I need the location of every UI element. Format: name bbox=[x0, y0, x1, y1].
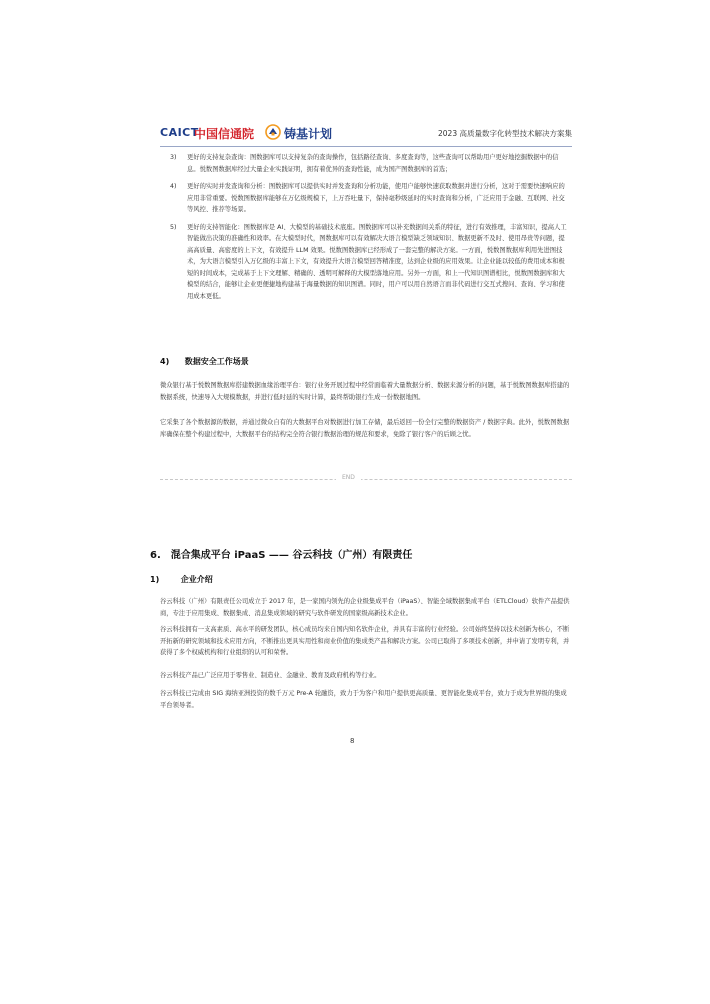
zhuji-plan-logo: 铸基计划 bbox=[284, 127, 333, 141]
document-title: 2023 高质量数字化转型技术解决方案集 bbox=[438, 129, 572, 138]
subsection-number: 1) bbox=[150, 575, 160, 584]
section-heading-ipaas: 6. 混合集成平台 iPaaS —— 谷云科技（广州）有限责任 bbox=[150, 550, 413, 561]
caict-logo: CAICT bbox=[160, 126, 199, 139]
paragraph: 谷云科技（广州）有限责任公司成立于 2017 年，是一家国内领先的企业级集成平台（iPaaS）、智能全域数据集成平台（ETLCloud）软件产品提供商，专注于应用集成、数据集成、消息集成领域的研究与软件研发的国家级高新技术企业。 bbox=[160, 598, 570, 617]
section-number: 4) bbox=[160, 357, 170, 366]
paragraph: 谷云科技拥有一支高素质、高水平的研发团队，核心成员均来自国内知名软件企业，并具有丰富的行业经验。公司始终坚持以技术创新为核心，不断开拓新的研究领域和技术应用方向，不断推出更具实用性和商业价值的集成类产品和解决方案。公司已取得了多项技术创新，并申请了发明专利，并获得了多个权威机构和行业组织的认可和荣誉。 bbox=[160, 626, 570, 656]
list-item-text: 更好的实时并发查询和分析：图数据库可以提供实时并发查询和分析功能，使用户能够快速获取数据并进行分析，这对于需要快速响应的应用非常重要。悦数图数据库能够在万亿级规模下，上万吞吐量下，保持毫秒级延时的实时查询和分析，广泛应用于金融、互联网、社交等风控、推荐等场景。 bbox=[187, 183, 565, 213]
subsection-title: 企业介绍 bbox=[180, 575, 213, 584]
list-item bbox=[170, 152, 570, 175]
caict-cn-logo: 中国信通院 bbox=[194, 127, 255, 141]
paragraph: 谷云科技已完成由 SIG 海纳亚洲投资的数千万元 Pre-A 轮融资，致力于为客户和用户提供更高质量、更智能化集成平台，致力于成为世界级的集成平台领导者。 bbox=[160, 690, 567, 709]
end-divider bbox=[160, 479, 572, 481]
subsection-heading-company-intro bbox=[150, 574, 213, 585]
header-divider bbox=[160, 146, 572, 147]
paragraph: 它采集了各个数据源的数据，并通过微众自有的大数据平台对数据进行加工存储，最后返回一份全行完整的数据资产 / 数据字典。此外，悦数图数据库确保在整个构建过程中，大数据平台的结构完全符合银行数据治理的规范和要求，免除了银行客户的后顾之忧。 bbox=[160, 419, 570, 438]
page-header bbox=[160, 124, 572, 144]
end-label: END bbox=[336, 474, 361, 481]
section-heading-data-security bbox=[160, 356, 249, 367]
paragraph: 谷云科技产品已广泛应用于零售业、制造业、金融业、教育及政府机构等行业。 bbox=[160, 672, 381, 679]
list-item bbox=[170, 222, 570, 303]
list-item-text: 更好的支持复杂查询：图数据库可以支持复杂的查询操作，包括路径查询、多度查询等，这些查询可以帮助用户更好地挖掘数据中的信息。悦数图数据库经过大量企业实践证明，拥有着优异的查询性能，成为国产图数据库的首选； bbox=[187, 154, 559, 173]
section-title: 数据安全工作场景 bbox=[184, 357, 249, 366]
list-item-number: 3) bbox=[170, 154, 177, 161]
list-item-number: 4) bbox=[170, 183, 177, 190]
list-item-text: 更好的支持智能化：图数据库是 AI、大模型的基础技术底座。图数据库可以补充数据间关系的特征，进行有效推理，丰富知识，提高人工智能做出决策的准确性和效率。在大模型时代，图数据库可以有效解决大语言模型缺乏领域知识、数据更新不及时、使用昂贵等问题，提高高质量、高密度的上下文，有效提升 LLM 效果。悦数图数据库已经形成了一套完整的解决方案。一方面，悦数图数据库利用先进图技术，为大语言模型引入万亿级的丰富上下文，有效提升大语言模型回答精准度，达到企业级的应用效果。让企业能以较低的费用成本和极短的时间成本，完成基于上下文理解、精确的、透明可解释的大模型落地应用。另外一方面，和上一代知识图谱相比，悦数图数据库和大模型的结合，能够让企业更便捷地构建基于海量数据的知识图谱。同时，用户可以用自然语言而非代码进行交互式搜问、查询、学习和使用成本更低。 bbox=[187, 223, 567, 300]
list-item-number: 5) bbox=[170, 223, 177, 231]
page-number: 8 bbox=[350, 737, 355, 745]
zhuji-logo-icon bbox=[265, 124, 281, 140]
list-item bbox=[170, 181, 570, 216]
advantages-list bbox=[170, 152, 570, 308]
paragraph: 微众银行基于悦数图数据库搭建数据血缘治理平台：银行业务开展过程中经常面临着大量数据分析、数据来源分析的问题，基于悦数图数据库搭建的数据系统，快速导入大规模数据，并进行低时延的实时计算，最终帮助银行生成一份数据地图。 bbox=[160, 382, 570, 401]
